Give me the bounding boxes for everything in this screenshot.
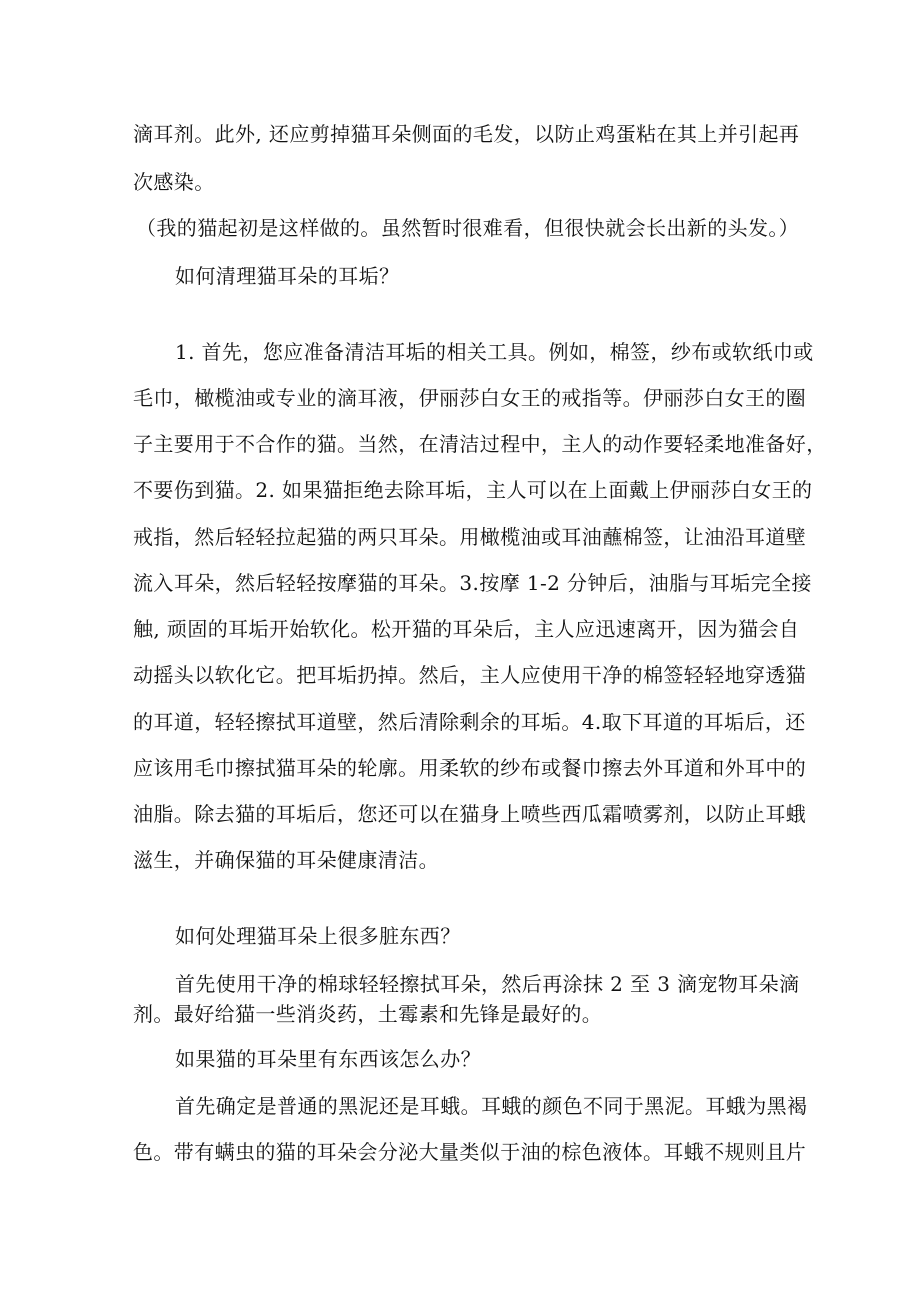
paragraph-line: 触, 顽固的耳垢开始软化。松开猫的耳朵后，主人应迅速离开，因为猫会自	[133, 617, 800, 641]
paragraph-line: 滋生，并确保猫的耳朵健康清洁。	[133, 848, 439, 872]
paragraph-line: 戒指，然后轻轻拉起猫的两只耳朵。用橄榄油或耳油蘸棉签，让油沿耳道壁	[133, 525, 807, 549]
section-heading: 如何处理猫耳朵上很多脏东西？	[175, 924, 461, 948]
paragraph-line: 首先使用干净的棉球轻轻擦拭耳朵，然后再涂抹 2 至 3 滴宠物耳朵滴	[175, 972, 800, 996]
paragraph-line: 剂。最好给猫一些消炎药，土霉素和先锋是最好的。	[133, 1002, 603, 1026]
paragraph-line: 首先确定是普通的黑泥还是耳蛾。耳蛾的颜色不同于黑泥。耳蛾为黑褐	[175, 1094, 808, 1118]
section-heading: 如果猫的耳朵里有东西该怎么办？	[175, 1047, 481, 1071]
paragraph-line: 色。带有螨虫的猫的耳朵会分泌大量类似于油的棕色液体。耳蛾不规则且片	[133, 1140, 807, 1164]
paragraph-line: 次感染。	[133, 170, 215, 194]
paragraph-line: 毛巾，橄榄油或专业的滴耳液，伊丽莎白女王的戒指等。伊丽莎白女王的圈	[133, 386, 807, 410]
paragraph-line: 不要伤到猫。2. 如果猫拒绝去除耳垢，主人可以在上面戴上伊丽莎白女王的	[133, 478, 813, 502]
section-heading: 如何清理猫耳朵的耳垢？	[175, 264, 400, 288]
paragraph-line: 子主要用于不合作的猫。当然，在清洁过程中，主人的动作要轻柔地准备好，	[133, 432, 827, 456]
paragraph-line: 流入耳朵，然后轻轻按摩猫的耳朵。3.按摩 1-2 分钟后，油脂与耳垢完全接	[133, 571, 812, 595]
paragraph-line: 滴耳剂。此外, 还应剪掉猫耳朵侧面的毛发，以防止鸡蛋粘在其上并引起再	[133, 122, 800, 146]
paragraph-line: 的耳道，轻轻擦拭耳道壁，然后清除剩余的耳垢。4.取下耳道的耳垢后，还	[133, 710, 806, 734]
paragraph-line: 油脂。除去猫的耳垢后，您还可以在猫身上喷些西瓜霜喷雾剂，以防止耳蛾	[133, 802, 807, 826]
paragraph-line: 1. 首先，您应准备清洁耳垢的相关工具。例如，棉签，纱布或软纸巾或	[175, 340, 814, 364]
paragraph-line: 动摇头以软化它。把耳垢扔掉。然后，主人应使用干净的棉签轻轻地穿透猫	[133, 663, 807, 687]
paragraph-line: 应该用毛巾擦拭猫耳朵的轮廓。用柔软的纱布或餐巾擦去外耳道和外耳中的	[133, 756, 807, 780]
paragraph-line: （我的猫起初是这样做的。虽然暂时很难看，但很快就会长出新的头发。）	[136, 216, 800, 240]
